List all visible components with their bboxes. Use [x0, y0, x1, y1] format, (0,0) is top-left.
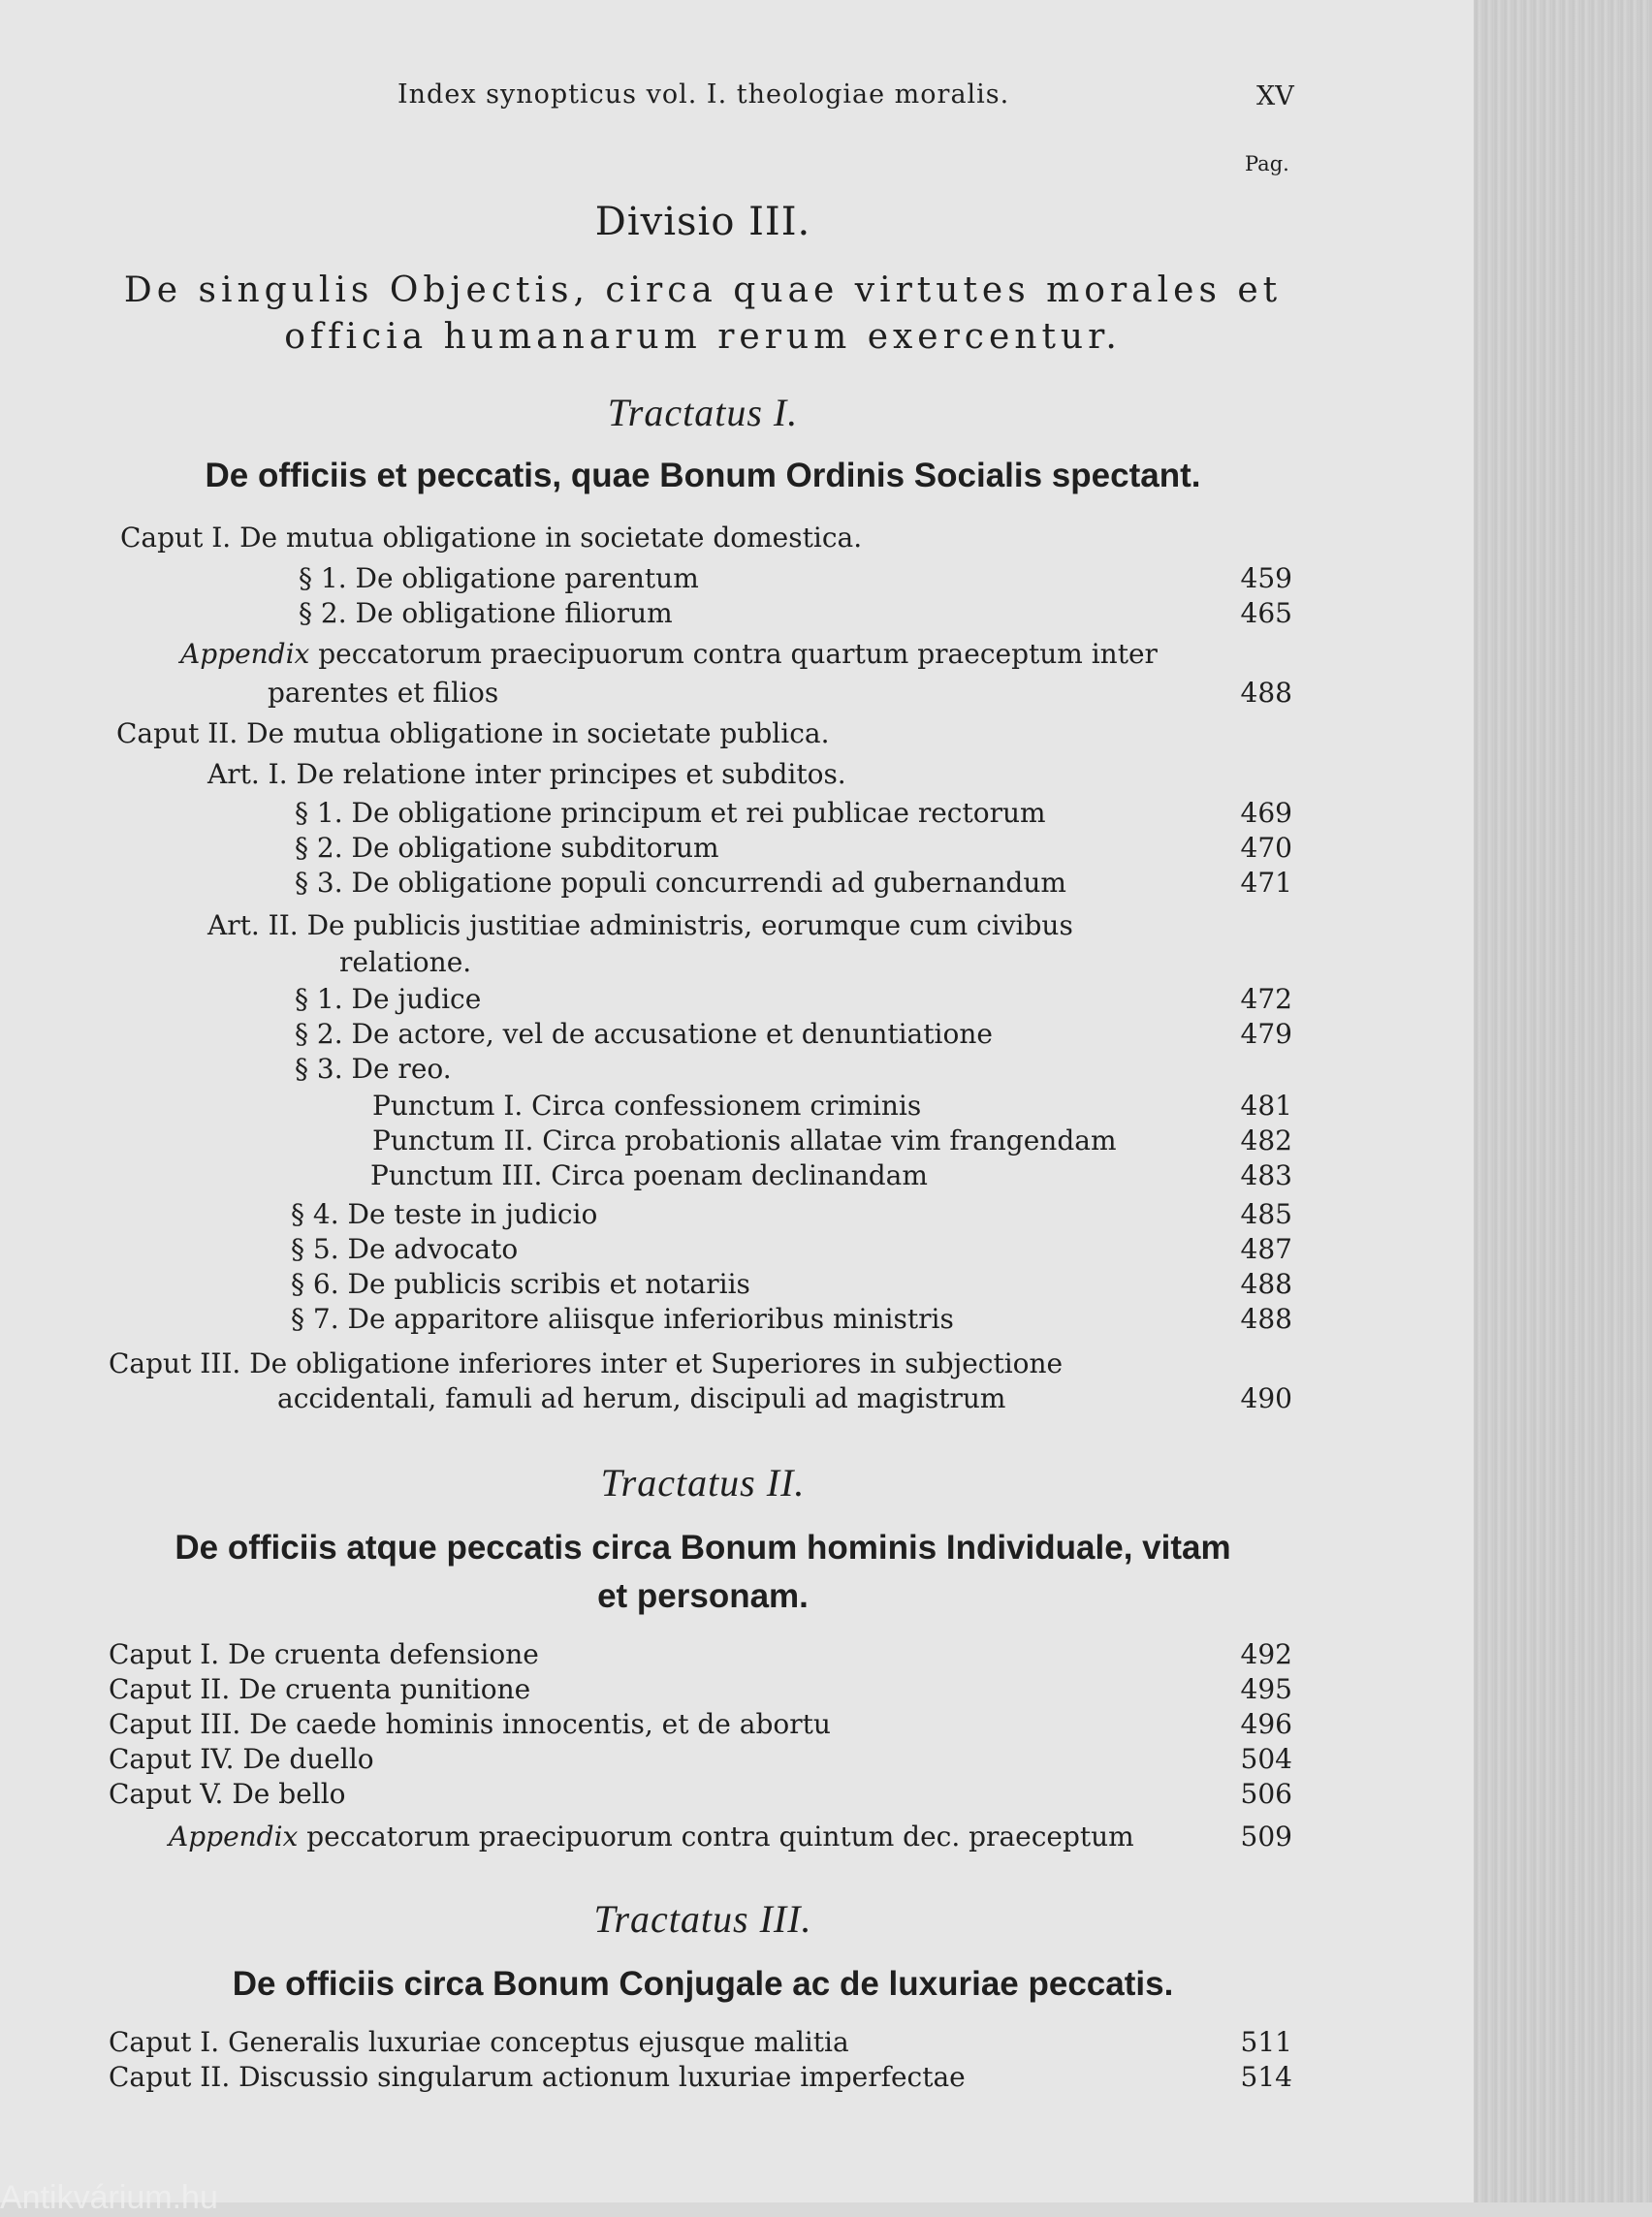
entry-label: Caput IV. De duello [109, 1743, 374, 1775]
entry-page: 506 [1240, 1778, 1292, 1810]
entry-page: 488 [1240, 677, 1292, 709]
toc-entry [299, 562, 1292, 595]
t1-art-2-line2: relatione. [339, 946, 472, 978]
entry-page: 471 [1240, 867, 1292, 899]
toc-entry [109, 2061, 1292, 2094]
entry-label: Caput I. Generalis luxuriae conceptus ejusque malitia [109, 2026, 849, 2058]
t1-art-1: Art. I. De relatione inter principes et subditos. [207, 758, 846, 790]
toc-entry [291, 1268, 1292, 1301]
running-title: Index synopticus vol. I. theologiae moralis. [397, 79, 1010, 110]
entry-label: Caput II. Discussio singularum actionum luxuriae imperfectae [109, 2061, 966, 2093]
tractatus-2-title-line1: De officiis atque peccatis circa Bonum hominis Individuale, vitam [175, 1529, 1231, 1567]
entry-label: peccatorum praecipuorum contra quintum dec. praeceptum [306, 1821, 1134, 1853]
entry-label: Caput V. De bello [109, 1778, 346, 1810]
toc-entry [109, 2026, 1292, 2059]
entry-label: § 4. De teste in judicio [291, 1198, 598, 1230]
appendix-label: Appendix [169, 1821, 299, 1853]
entry-page: 509 [1240, 1821, 1292, 1853]
entry-label: § 6. De publicis scribis et notariis [291, 1268, 750, 1300]
toc-entry [372, 1124, 1292, 1157]
divisio-description [107, 268, 1299, 361]
toc-entry [291, 1198, 1292, 1231]
entry-label: § 5. De advocato [291, 1233, 519, 1265]
entry-label: Punctum III. Circa poenam declinandam [370, 1159, 928, 1191]
entry-page: 492 [1240, 1638, 1292, 1670]
entry-label: § 3. De obligatione populi concurrendi ad gubernandum [295, 867, 1066, 899]
pag-column-label: Pag. [1245, 152, 1289, 175]
t1-a2-s3: § 3. De reo. [295, 1053, 452, 1085]
entry-page: 485 [1240, 1198, 1292, 1230]
entry-label: accidentali, famuli ad herum, discipuli ad magistrum [277, 1382, 1006, 1414]
entry-page: 472 [1240, 983, 1292, 1015]
entry-label: Caput II. De cruenta punitione [109, 1673, 531, 1705]
toc-entry [169, 1821, 1292, 1853]
toc-entry [370, 1159, 1292, 1192]
toc-entry [295, 832, 1292, 865]
entry-label: § 2. De obligatione filiorum [299, 597, 673, 629]
entry-page: 514 [1240, 2061, 1292, 2093]
entry-page: 470 [1240, 832, 1292, 864]
entry-page: 488 [1240, 1268, 1292, 1300]
entry-label: Punctum I. Circa confessionem criminis [372, 1090, 922, 1122]
tractatus-2-title-line2: et personam. [597, 1577, 809, 1615]
entry-page: 496 [1240, 1708, 1292, 1740]
toc-entry [109, 1708, 1292, 1741]
toc-entry [299, 597, 1292, 630]
entry-page: 483 [1240, 1159, 1292, 1191]
entry-page: 504 [1240, 1743, 1292, 1775]
entry-label: § 1. De obligatione principum et rei publicae rectorum [295, 797, 1046, 829]
toc-entry [295, 983, 1292, 1016]
watermark: Antikvárium.hu [0, 2179, 218, 2216]
entry-label: § 7. De apparitore aliisque inferioribus ministris [291, 1303, 954, 1335]
entry-label: § 1. De obligatione parentum [299, 562, 699, 594]
t1-caput-1: Caput I. De mutua obligatione in societate domestica. [120, 522, 863, 554]
toc-entry [109, 1743, 1292, 1776]
entry-page: 465 [1240, 597, 1292, 629]
entry-label: parentes et filios [268, 677, 499, 709]
entry-label: Caput I. De cruenta defensione [109, 1638, 539, 1670]
t1-caput-2: Caput II. De mutua obligatione in societate publica. [116, 717, 830, 749]
entry-page: 482 [1240, 1124, 1292, 1156]
toc-entry [291, 1233, 1292, 1266]
entry-label: § 2. De obligatione subditorum [295, 832, 719, 864]
toc-entry [277, 1382, 1292, 1415]
toc-entry [295, 1018, 1292, 1051]
t1-caput-3-line1: Caput III. De obligatione inferiores inter et Superiores in subjectione [109, 1347, 1064, 1379]
toc-entry [295, 867, 1292, 900]
entry-page: 481 [1240, 1090, 1292, 1122]
entry-page: 511 [1240, 2026, 1292, 2058]
tractatus-3-heading: Tractatus III. [593, 1897, 812, 1941]
book-edge-background [1474, 0, 1652, 2202]
entry-page: 487 [1240, 1233, 1292, 1265]
divisio-title: Divisio III. [594, 200, 811, 244]
entry-page: 459 [1240, 562, 1292, 594]
entry-page: 479 [1240, 1018, 1292, 1050]
tractatus-2-heading: Tractatus II. [600, 1461, 806, 1504]
divisio-desc-line1: De singulis Objectis, circa quae virtutes morales et [123, 270, 1283, 310]
entry-page: 495 [1240, 1673, 1292, 1705]
entry-page: 490 [1240, 1382, 1292, 1414]
entry-page: 469 [1240, 797, 1292, 829]
entry-label: § 2. De actore, vel de accusatione et denuntiatione [295, 1018, 993, 1050]
page-number: XV [1256, 81, 1294, 111]
toc-entry [109, 1673, 1292, 1706]
tractatus-1-title: De officiis et peccatis, quae Bonum Ordinis Socialis spectant. [205, 457, 1201, 494]
toc-entry [268, 677, 1292, 710]
entry-label: § 1. De judice [295, 983, 482, 1015]
entry-label: Caput III. De caede hominis innocentis, et de abortu [109, 1708, 831, 1740]
entry-label: Punctum II. Circa probationis allatae vim frangendam [372, 1124, 1117, 1156]
t1-appendix-line1 [180, 638, 1158, 671]
tractatus-2-title [107, 1524, 1299, 1621]
toc-entry [295, 797, 1292, 830]
toc-entry [109, 1778, 1292, 1811]
t1-art-2-line1: Art. II. De publicis justitiae administris, eorumque cum civibus [207, 909, 1073, 941]
tractatus-3-title: De officiis circa Bonum Conjugale ac de luxuriae peccatis. [232, 1965, 1174, 2003]
divisio-desc-line2: officia humanarum rerum exercentur. [284, 317, 1122, 357]
appendix-label: Appendix [180, 638, 310, 670]
tractatus-1-heading: Tractatus I. [607, 391, 799, 434]
toc-entry [291, 1303, 1292, 1336]
appendix-text: peccatorum praecipuorum contra quartum praeceptum inter [318, 638, 1158, 670]
toc-entry [109, 1638, 1292, 1671]
toc-entry [372, 1090, 1292, 1123]
entry-page: 488 [1240, 1303, 1292, 1335]
